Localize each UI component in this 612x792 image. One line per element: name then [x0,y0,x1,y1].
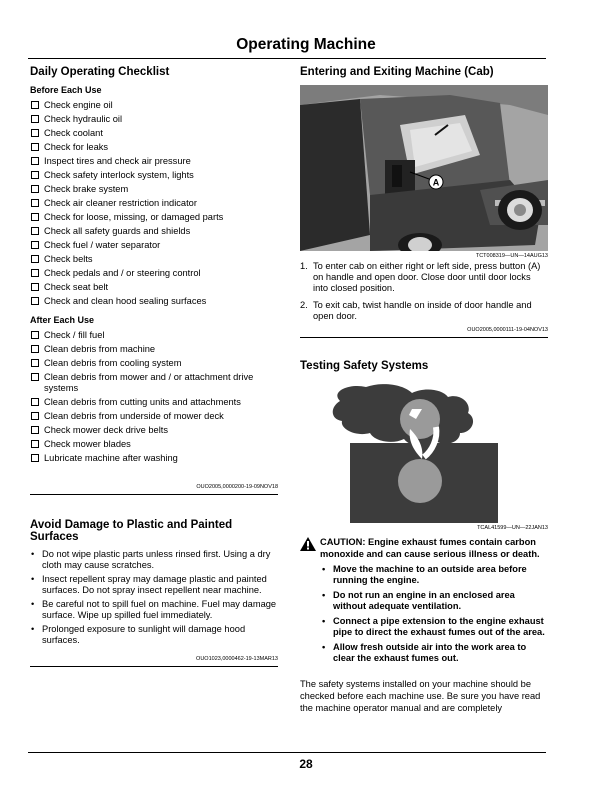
checklist-heading: Daily Operating Checklist [30,66,170,78]
before-each-use-heading: Before Each Use [30,85,102,95]
checklist-item-label: Check for loose, missing, or damaged parts [44,212,224,222]
cab-step [300,300,548,322]
body-shape [398,459,442,503]
callout-a: A [432,177,440,188]
checklist-item-label: Check fuel / water separator [44,240,161,250]
checklist-item-label: Check hydraulic oil [44,114,123,124]
checkbox-icon [31,241,39,249]
section-divider [30,494,278,495]
checklist-item [30,357,278,371]
checkbox-icon [31,101,39,109]
checklist-item [30,225,278,239]
checklist-item [30,267,278,281]
checkbox-icon [31,129,39,137]
caution-block [300,536,548,560]
checklist-item-label: Clean debris from cutting units and attachments [44,397,241,407]
checklist-item [30,295,278,309]
checklist-item [30,211,278,225]
checklist-item [30,371,278,396]
checklist-item-label: Check for leaks [44,142,109,152]
checkbox-icon [31,454,39,462]
checklist-item-label: Check seat belt [44,282,109,292]
checklist-item [30,183,278,197]
checklist-item-label: Check coolant [44,128,103,138]
checkbox-icon [31,115,39,123]
safety-paragraph: The safety systems installed on your machine should be checked before each machine use. Be sure you have read the machine operator manual and are completely [300,679,541,713]
safety-image-reference: TCAL41599—UN—22JAN13 [477,525,548,531]
checkbox-icon [31,373,39,381]
checklist-item-label: Check safety interlock system, lights [44,170,194,180]
checkbox-icon [31,171,39,179]
checkbox-icon [31,359,39,367]
step-text: To enter cab on either right or left side, press button (A) on handle and open door. Close door until door locks into closed position. [313,261,541,293]
title-rule [28,58,546,59]
checkbox-icon [31,255,39,263]
checklist-item [30,438,278,452]
cab-door-photo [300,85,548,251]
checklist-item-label: Clean debris from cooling system [44,358,182,368]
checkbox-icon [31,213,39,221]
checklist-item [30,410,278,424]
checkbox-icon [31,157,39,165]
plastic-bullets [30,549,278,646]
cab-steps [300,261,548,322]
left-column [30,66,278,667]
checklist-item-label: Check belts [44,254,93,264]
cab-reference: OUO2005,0000111-19-04NOV13 [467,327,548,333]
plastic-reference: OUO1023,0000462-19-13MAR13 [196,656,278,662]
safety-heading: Testing Safety Systems [300,360,429,372]
checklist-item [30,343,278,357]
checklist-item [30,113,278,127]
after-use-checklist [30,329,278,466]
caution-text: CAUTION: Engine exhaust fumes contain carbon monoxide and can cause serious illness or death. [320,537,540,559]
checklist-item [30,99,278,113]
checklist-item [30,239,278,253]
checklist-item [30,155,278,169]
checkbox-icon [31,185,39,193]
checkbox-icon [31,440,39,448]
checklist-item-label: Check pedals and / or steering control [44,268,201,278]
bullet-item: • Be careful not to spill fuel on machine. Fuel may damage surface. Wipe up spilled fuel immediately. [30,599,278,621]
checklist-item-label: Clean debris from mower and / or attachment drive systems [44,372,254,393]
bullet-item: • Insect repellent spray may damage plastic and painted surfaces. Do not spray insect repellent near machine. [30,574,278,596]
checklist-reference: OUO2005,0000200-19-09NOV18 [196,484,278,490]
checklist-item-label: Check all safety guards and shields [44,226,191,236]
step-number: 2. [300,300,308,310]
bullet-item: • Connect a pipe extension to the engine exhaust pipe to direct the exhaust fumes out of the area. [320,616,548,638]
checkbox-icon [31,143,39,151]
cab-image-reference: TCT008319—UN—14AUG13 [475,253,548,259]
checklist-item [30,396,278,410]
checklist-item-label: Check engine oil [44,100,113,110]
checklist-item [30,141,278,155]
step-text: To exit cab, twist handle on inside of door handle and open door. [313,300,532,321]
before-use-checklist [30,99,278,309]
checklist-item-label: Check mower deck drive belts [44,425,169,435]
checkbox-icon [31,297,39,305]
checklist-item [30,197,278,211]
checklist-item [30,127,278,141]
bullet-item: • Move the machine to an outside area before running the engine. [320,564,548,586]
checkbox-icon [31,398,39,406]
checklist-item [30,452,278,466]
checklist-item [30,329,278,343]
checkbox-icon [31,227,39,235]
cab-heading: Entering and Exiting Machine (Cab) [300,66,494,78]
checklist-item-label: Lubricate machine after washing [44,453,178,463]
checklist-item [30,253,278,267]
checklist-item [30,281,278,295]
checklist-item-label: Check / fill fuel [44,330,105,340]
bullet-item: • Do not run an engine in an enclosed area without adequate ventilation. [320,590,548,612]
checkbox-icon [31,283,39,291]
checkbox-icon [31,331,39,339]
checklist-item-label: Inspect tires and check air pressure [44,156,191,166]
bullet-item: • Allow fresh outside air into the work area to clear the exhaust fumes out. [320,642,548,664]
checklist-item [30,424,278,438]
checklist-item-label: Check and clean hood sealing surfaces [44,296,207,306]
footer-rule [28,752,546,753]
checklist-item-label: Check air cleaner restriction indicator [44,198,197,208]
checkbox-icon [31,412,39,420]
caution-bullets [300,564,548,664]
right-column [300,66,548,714]
checkbox-icon [31,345,39,353]
section-divider [30,666,278,667]
checklist-item-label: Clean debris from machine [44,344,156,354]
caution-triangle-icon [300,537,316,551]
page-title: Operating Machine [236,36,376,53]
checklist-item-label: Clean debris from underside of mower deck [44,411,224,421]
checkbox-icon [31,426,39,434]
cab-step [300,261,548,294]
checklist-item [30,169,278,183]
exhaust-warning-pictogram [300,379,548,523]
checklist-item-label: Check mower blades [44,439,131,449]
checklist-item-label: Check brake system [44,184,129,194]
plastic-heading: Avoid Damage to Plastic and Painted Surfaces [30,519,233,543]
checkbox-icon [31,269,39,277]
step-number: 1. [300,261,308,271]
bullet-item: • Prolonged exposure to sunlight will damage hood surfaces. [30,624,278,646]
checkbox-icon [31,199,39,207]
section-divider [300,337,548,338]
page-number: 28 [299,757,313,771]
after-each-use-heading: After Each Use [30,315,95,325]
bullet-item: • Do not wipe plastic parts unless rinsed first. Using a dry cloth may cause scratches. [30,549,278,571]
